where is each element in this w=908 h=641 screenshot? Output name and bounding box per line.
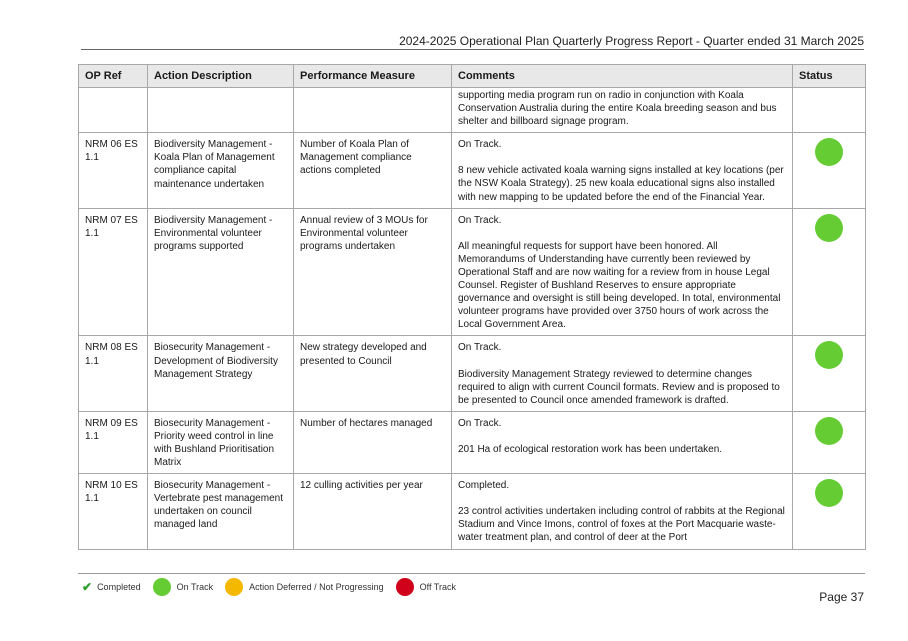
measure-cell: New strategy developed and presented to Council <box>294 336 452 411</box>
comments-cell <box>452 208 793 336</box>
comment-detail: 201 Ha of ecological restoration work has been undertaken. <box>458 443 723 455</box>
measure-cell: Number of hectares managed <box>294 411 452 473</box>
comment-text: supporting media program run on radio in conjunction with Koala Conservation Australia during the entire Koala breeding season and bus shelter and billboard signage program. <box>458 90 777 128</box>
legend-item-on-track <box>153 578 214 596</box>
column-header-comments: Comments <box>452 65 793 88</box>
column-header-action-description: Action Description <box>148 65 294 88</box>
comment-detail: Biodiversity Management Strategy reviewed to determine changes required to align with current Council formats. Review and is proposed to be presented to Council once amended framework is drafted. <box>458 368 780 406</box>
status-cell <box>793 411 866 473</box>
on-track-status-icon <box>815 341 843 369</box>
action-cell: Biodiversity Management - Environmental volunteer programs supported <box>148 208 294 336</box>
op-ref-cell: NRM 10 ES 1.1 <box>79 474 148 549</box>
legend-label-deferred: Action Deferred / Not Progressing <box>249 582 384 592</box>
footer-divider <box>78 573 865 574</box>
table-row <box>79 474 866 549</box>
table-row <box>79 336 866 411</box>
op-ref-cell: NRM 07 ES 1.1 <box>79 208 148 336</box>
check-icon: ✔ <box>82 580 93 594</box>
comments-cell <box>452 133 793 208</box>
green-circle-icon <box>153 578 171 596</box>
table-row <box>79 411 866 473</box>
column-header-op-ref: OP Ref <box>79 65 148 88</box>
comment-detail: 23 control activities undertaken including control of rabbits at the Regional Stadium and Vince Imons, control of foxes at the Port Macquarie waste-water treatment plan, and control of deer at the Port <box>458 506 785 544</box>
comments-cell <box>452 88 793 133</box>
operational-plan-table <box>78 64 866 550</box>
table-row-continued <box>79 88 866 133</box>
op-ref-cell: NRM 06 ES 1.1 <box>79 133 148 208</box>
action-cell: Biosecurity Management - Priority weed control in line with Bushland Prioritisation Matrix <box>148 411 294 473</box>
legend-label-completed: Completed <box>97 582 141 592</box>
comment-status: Completed. <box>458 480 510 492</box>
legend-item-off-track <box>396 578 456 596</box>
comment-status: On Track. <box>458 417 502 429</box>
comments-cell <box>452 336 793 411</box>
action-cell: Biosecurity Management - Development of Biodiversity Management Strategy <box>148 336 294 411</box>
table-header-row <box>79 65 866 88</box>
op-ref-cell: NRM 09 ES 1.1 <box>79 411 148 473</box>
table-row <box>79 133 866 208</box>
on-track-status-icon <box>815 417 843 445</box>
on-track-status-icon <box>815 138 843 166</box>
comment-detail: 8 new vehicle activated koala warning signs installed at key locations (per the NSW Koala Strategy). 25 new koala educational signs also installed with new mapping to be updated before the end of the Financial Year. <box>458 165 784 203</box>
on-track-status-icon <box>815 214 843 242</box>
comments-cell <box>452 411 793 473</box>
status-cell <box>793 474 866 549</box>
action-cell: Biosecurity Management - Vertebrate pest management undertaken on council managed land <box>148 474 294 549</box>
action-cell <box>148 88 294 133</box>
status-cell <box>793 133 866 208</box>
comment-status: On Track. <box>458 139 502 151</box>
legend-item-deferred <box>225 578 384 596</box>
action-cell: Biodiversity Management - Koala Plan of Management compliance capital maintenance undertaken <box>148 133 294 208</box>
status-cell <box>793 208 866 336</box>
measure-cell: 12 culling activities per year <box>294 474 452 549</box>
comments-cell <box>452 474 793 549</box>
op-ref-cell <box>79 88 148 133</box>
column-header-status: Status <box>793 65 866 88</box>
measure-cell: Annual review of 3 MOUs for Environmental volunteer programs undertaken <box>294 208 452 336</box>
report-title: 2024-2025 Operational Plan Quarterly Progress Report - Quarter ended 31 March 2025 <box>399 34 864 48</box>
measure-cell <box>294 88 452 133</box>
legend-label-off-track: Off Track <box>419 582 457 592</box>
legend-label-on-track: On Track <box>176 582 214 592</box>
status-cell <box>793 88 866 133</box>
status-legend <box>82 578 468 596</box>
header-divider <box>81 49 864 50</box>
page-number: Page 37 <box>819 590 864 604</box>
red-circle-icon <box>396 578 414 596</box>
comment-status: On Track. <box>458 342 502 354</box>
measure-cell: Number of Koala Plan of Management compliance actions completed <box>294 133 452 208</box>
comment-status: On Track. <box>458 214 502 226</box>
table-row <box>79 208 866 336</box>
status-cell <box>793 336 866 411</box>
legend-item-completed <box>82 580 141 594</box>
on-track-status-icon <box>815 479 843 507</box>
comment-detail: All meaningful requests for support have been honored. All Memorandums of Understanding have currently been reviewed by Operational Staff and are now waiting for a review from in house Legal Counsel. Register of Bushland Reserves to ensure appropriate governance and oversight is still being developed. In total, environmental volunteer programs have provided over 3750 hours of work across the Local Government Area. <box>458 240 781 331</box>
column-header-performance-measure: Performance Measure <box>294 65 452 88</box>
op-ref-cell: NRM 08 ES 1.1 <box>79 336 148 411</box>
amber-circle-icon <box>225 578 243 596</box>
